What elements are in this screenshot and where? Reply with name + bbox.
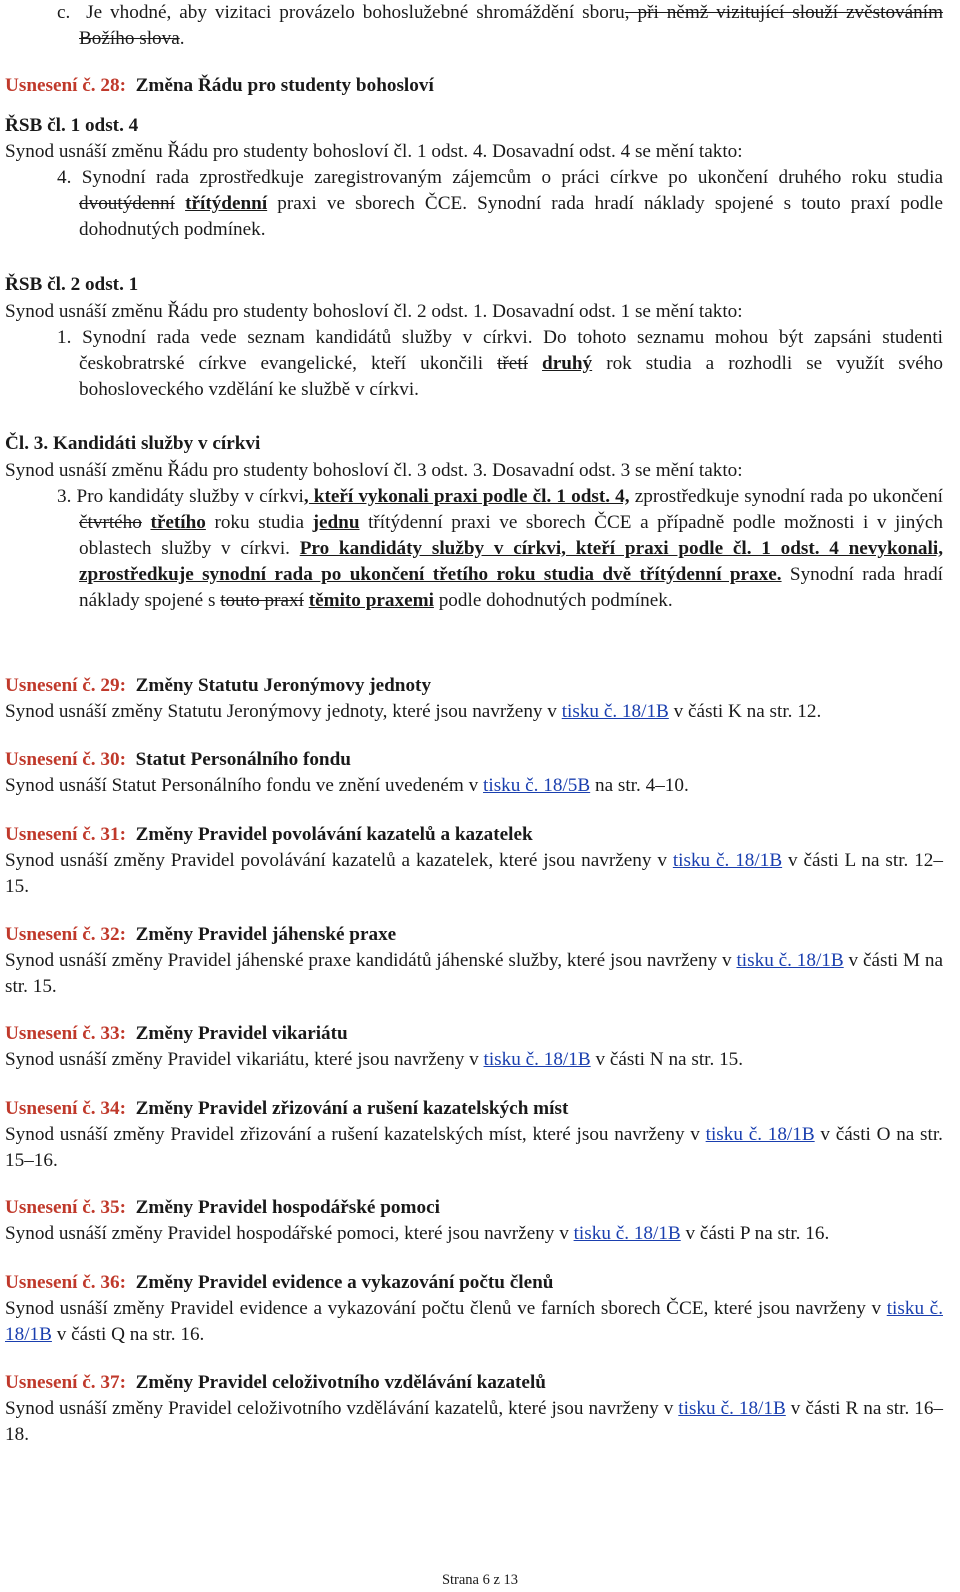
resolution-35 <box>5 1195 943 1247</box>
resolution-34 <box>5 1096 943 1174</box>
resolution-text: Synod usnáší změny Statutu Jeronýmovy jednoty, které jsou navrženy v tisku č. 18/1B v části K na str. 12. <box>5 701 822 722</box>
document-link[interactable]: tisku č. 18/1B <box>561 701 669 722</box>
document-link[interactable]: tisku č. 18/1B <box>672 850 783 871</box>
section-intro: Synod usnáší změnu Řádu pro studenty bohosloví čl. 1 odst. 4. Dosavadní odst. 4 se mění takto: <box>5 141 743 162</box>
resolution-text: Synod usnáší změny Pravidel jáhenské praxe kandidátů jáhenské služby, které jsou navrženy v tisku č. 18/1B v části M na str. 15. <box>5 950 943 997</box>
section-heading: Čl. 3. Kandidáti služby v církvi <box>5 433 261 454</box>
inserted-text: druhý <box>542 353 593 374</box>
section-intro: Synod usnáší změnu Řádu pro studenty bohosloví čl. 3 odst. 3. Dosavadní odst. 3 se mění takto: <box>5 460 743 481</box>
resolution-30 <box>5 747 943 799</box>
resolution-33 <box>5 1021 943 1073</box>
resolution-heading: Usnesení č. 32: Změny Pravidel jáhenské praxe <box>5 924 397 945</box>
document-link[interactable]: tisku č. 18/5B <box>483 775 591 796</box>
section-intro: Synod usnáší změnu Řádu pro studenty bohosloví čl. 2 odst. 1. Dosavadní odst. 1 se mění takto: <box>5 301 743 322</box>
inserted-text: třetího <box>150 512 206 533</box>
section-heading: ŘSB čl. 2 odst. 1 <box>5 274 139 295</box>
amended-paragraph: 1. Synodní rada vede seznam kandidátů služby v církvi. Do tohoto seznamu mohou být zapsáni studenti českobratrské církve evangelické, kteří ukončili třetí druhý rok studia a rozhodli se využít svého bohosloveckého vzdělání ke službě v církvi. <box>57 327 944 400</box>
inserted-text: těmito praxemi <box>308 590 434 611</box>
resolution-31 <box>5 822 943 900</box>
resolution-text: Synod usnáší změny Pravidel vikariátu, které jsou navrženy v tisku č. 18/1B v části N na str. 15. <box>5 1049 744 1070</box>
resolution-heading: Usnesení č. 36: Změny Pravidel evidence a vykazování počtu členů <box>5 1272 554 1293</box>
resolution-text: Synod usnáší změny Pravidel zřizování a rušení kazatelských míst, které jsou navrženy v tisku č. 18/1B v části O na str. 15–16. <box>5 1124 943 1171</box>
document-link[interactable]: tisku č. 18/1B <box>705 1124 815 1145</box>
deleted-text: touto praxí <box>220 590 304 611</box>
resolution-32 <box>5 922 943 1000</box>
resolution-heading: Usnesení č. 31: Změny Pravidel povolávání kazatelů a kazatelek <box>5 824 533 845</box>
resolution-text: Synod usnáší změny Pravidel celoživotního vzdělávání kazatelů, které jsou navrženy v tisku č. 18/1B v části R na str. 16–18. <box>5 1398 944 1445</box>
resolution-heading-28: Usnesení č. 28: Změna Řádu pro studenty bohosloví <box>5 75 434 96</box>
list-item-c: c. Je vhodné, aby vizitaci provázelo bohoslužebné shromáždění sboru, při němž vizitující slouží zvěstováním Božího slova. <box>57 2 944 49</box>
document-link[interactable]: tisku č. 18/1B <box>573 1223 681 1244</box>
resolution-36 <box>5 1270 943 1348</box>
document-link[interactable]: tisku č. 18/1B <box>5 1298 943 1345</box>
inserted-text: jednu <box>312 512 360 533</box>
resolution-text: Synod usnáší Statut Personálního fondu ve znění uvedeném v tisku č. 18/5B na str. 4–10. <box>5 775 689 796</box>
document-link[interactable]: tisku č. 18/1B <box>483 1049 591 1070</box>
inserted-text: Pro kandidáty služby v církvi, kteří praxi podle čl. 1 odst. 4 nevykonali, zprostředkuje synodní rada po ukončení třetího roku studia dvě třítýdenní praxe. <box>79 538 943 585</box>
deleted-text: třetí <box>497 353 528 374</box>
resolution-heading: Usnesení č. 37: Změny Pravidel celoživotního vzdělávání kazatelů <box>5 1372 546 1393</box>
resolution-heading: Usnesení č. 34: Změny Pravidel zřizování a rušení kazatelských míst <box>5 1098 569 1119</box>
resolution-heading: Usnesení č. 33: Změny Pravidel vikariátu <box>5 1023 348 1044</box>
resolution-text: Synod usnáší změny Pravidel hospodářské pomoci, které jsou navrženy v tisku č. 18/1B v části P na str. 16. <box>5 1223 830 1244</box>
resolution-heading: Usnesení č. 35: Změny Pravidel hospodářské pomoci <box>5 1197 440 1218</box>
deleted-text: čtvrtého <box>79 512 142 533</box>
inserted-text: třítýdenní <box>185 193 268 214</box>
resolution-29 <box>5 673 943 725</box>
section-heading: ŘSB čl. 1 odst. 4 <box>5 115 139 136</box>
resolution-text: Synod usnáší změny Pravidel povolávání kazatelů a kazatelek, které jsou navrženy v tisku č. 18/1B v části L na str. 12–15. <box>5 850 943 897</box>
resolution-text: Synod usnáší změny Pravidel evidence a vykazování počtu členů ve farních sborech ČCE, které jsou navrženy v tisku č. 18/1B v části Q na str. 16. <box>5 1298 943 1345</box>
amended-paragraph: 3. Pro kandidáty služby v církvi, kteří vykonali praxi podle čl. 1 odst. 4, zprostředkuje synodní rada po ukončení čtvrtého třetího roku studia jednu třítýdenní praxi ve sborech ČCE a případně podle možnosti i v jiných oblastech služby v církvi. Pro kandidáty služby v církvi, kteří praxi podle čl. 1 odst. 4 nevykonali, zprostředkuje synodní rada po ukončení třetího roku studia dvě třítýdenní praxe. Synodní rada hradí náklady spojené s touto praxí těmito praxemi podle dohodnutých podmínek. <box>57 486 943 611</box>
page-footer: Strana 6 z 13 <box>441 1572 519 1588</box>
deleted-text: , při němž vizitující slouží zvěstováním Božího slova <box>79 2 944 49</box>
document-link[interactable]: tisku č. 18/1B <box>736 950 844 971</box>
amended-paragraph: 4. Synodní rada zprostředkuje zaregistrovaným zájemcům o práci církve po ukončení druhého roku studia dvoutýdenní třítýdenní praxi ve sborech ČCE. Synodní rada hradí náklady spojené s touto praxí podle dohodnutých podmínek. <box>57 167 943 240</box>
resolution-heading: Usnesení č. 30: Statut Personálního fondu <box>5 749 351 770</box>
inserted-text: , kteří vykonali praxi podle čl. 1 odst. 4, <box>303 486 630 507</box>
resolution-heading: Usnesení č. 29: Změny Statutu Jeronýmovy jednoty <box>5 675 432 696</box>
resolution-37 <box>5 1370 943 1448</box>
document-link[interactable]: tisku č. 18/1B <box>678 1398 786 1419</box>
deleted-text: dvoutýdenní <box>79 193 175 214</box>
